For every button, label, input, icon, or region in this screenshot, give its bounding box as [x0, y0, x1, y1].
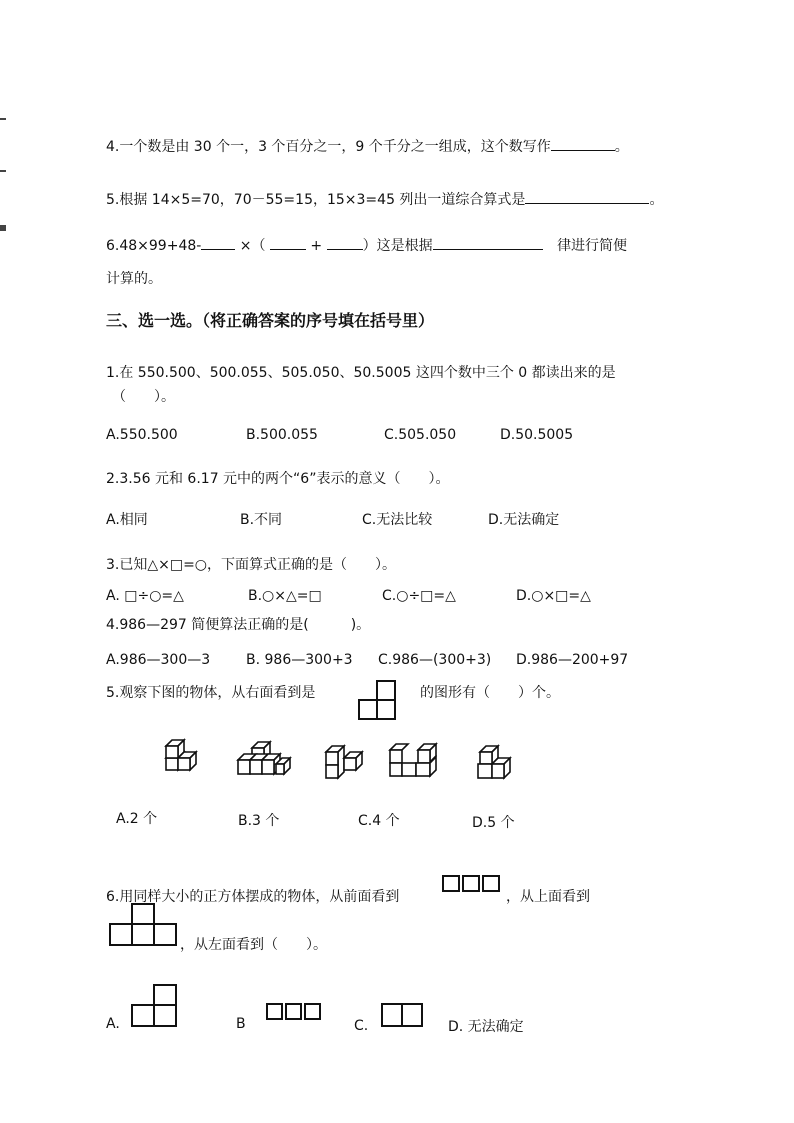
- answer-blank[interactable]: [551, 136, 615, 151]
- cube-figure-1: [166, 744, 206, 780]
- cube-figure-2: [236, 740, 296, 780]
- mc6-option-c[interactable]: C.: [354, 1018, 369, 1034]
- answer-blank[interactable]: [433, 235, 543, 250]
- question-5: 5.根据 14×5=70，70－55=15，15×3=45 列出一道综合算式是 。: [106, 189, 663, 209]
- mc4-option-a[interactable]: A.986—300—3: [106, 652, 211, 668]
- option-a-figure[interactable]: [130, 984, 180, 1030]
- mc6-question-b: ，从上面看到: [506, 889, 590, 905]
- answer-blank[interactable]: [270, 235, 306, 250]
- mc1-option-d[interactable]: D.50.5005: [500, 427, 574, 443]
- cube-figure-3: [324, 742, 368, 782]
- right-view-figure: [358, 680, 398, 722]
- mc6-option-a[interactable]: A.: [106, 1016, 120, 1032]
- mc5-option-b[interactable]: B.3 个: [238, 813, 280, 829]
- question-4: 4.一个数是由 30 个一，3 个百分之一，9 个千分之一组成，这个数写作 。: [106, 136, 629, 156]
- mc3-option-a[interactable]: A. □÷○=△: [106, 588, 184, 604]
- cube-figure-5: [476, 744, 520, 784]
- mc2-option-d[interactable]: D.无法确定: [488, 512, 560, 528]
- mc5-option-c[interactable]: C.4 个: [358, 813, 400, 829]
- question-4-text: 4.一个数是由 30 个一，3 个百分之一，9 个千分之一组成，这个数写作: [106, 139, 551, 155]
- scan-mark: [0, 118, 6, 120]
- answer-blank[interactable]: [327, 235, 363, 250]
- mc3-option-d[interactable]: D.○×□=△: [516, 588, 591, 604]
- mc4-option-b[interactable]: B. 986—300+3: [246, 652, 353, 668]
- question-6: 6.48×99+48- ×（ + ）这是根据 律进行简便: [106, 235, 627, 255]
- mc6-option-b[interactable]: B: [236, 1016, 246, 1032]
- mc5-option-a[interactable]: A.2 个: [116, 811, 158, 827]
- mc1-option-a[interactable]: A.550.500: [106, 427, 178, 443]
- section-title: 三、选一选。（将正确答案的序号填在括号里）: [106, 311, 435, 330]
- cube-figure-4: [388, 742, 448, 782]
- question-6-line2: 计算的。: [106, 271, 162, 287]
- answer-blank[interactable]: [201, 235, 235, 250]
- mc3-option-b[interactable]: B.○×△=□: [248, 588, 322, 604]
- mc2-question: 2.3.56 元和 6.17 元中的两个“6”表示的意义（ ）。: [106, 471, 450, 487]
- mc3-question: 3.已知△×□=○，下面算式正确的是（ ）。: [106, 557, 397, 573]
- mc5-question-b: 的图形有（ ）个。: [420, 685, 560, 701]
- mc2-option-c[interactable]: C.无法比较: [362, 512, 433, 528]
- option-b-figure[interactable]: [266, 1002, 326, 1022]
- mc2-option-a[interactable]: A.相同: [106, 512, 148, 528]
- mc6-question-a: 6.用同样大小的正方体摆成的物体，从前面看到: [106, 889, 400, 905]
- top-view-figure: [108, 902, 180, 948]
- mc6-question-c: ，从左面看到（ ）。: [180, 937, 327, 953]
- front-view-figure: [442, 874, 502, 894]
- option-c-figure[interactable]: [380, 1002, 430, 1028]
- scan-mark: [0, 225, 6, 231]
- mc1-option-c[interactable]: C.505.050: [384, 427, 457, 443]
- mc5-question-a: 5.观察下图的物体，从右面看到是: [106, 685, 316, 701]
- scan-mark: [0, 170, 6, 172]
- mc2-option-b[interactable]: B.不同: [240, 512, 283, 528]
- mc1-paren: （ ）。: [112, 389, 175, 405]
- mc5-option-d[interactable]: D.5 个: [472, 815, 515, 831]
- mc6-option-d[interactable]: D. 无法确定: [448, 1019, 524, 1035]
- mc1-question: 1.在 550.500、500.055、505.050、50.5005 这四个数中三个 0 都读出来的是: [106, 365, 616, 381]
- answer-blank[interactable]: [525, 189, 649, 204]
- mc4-option-c[interactable]: C.986—(300+3): [378, 652, 492, 668]
- mc4-question: 4.986—297 简便算法正确的是( )。: [106, 617, 371, 633]
- question-5-text: 5.根据 14×5=70，70－55=15，15×3=45 列出一道综合算式是: [106, 192, 526, 208]
- mc4-option-d[interactable]: D.986—200+97: [516, 652, 629, 668]
- mc1-option-b[interactable]: B.500.055: [246, 427, 318, 443]
- mc3-option-c[interactable]: C.○÷□=△: [382, 588, 456, 604]
